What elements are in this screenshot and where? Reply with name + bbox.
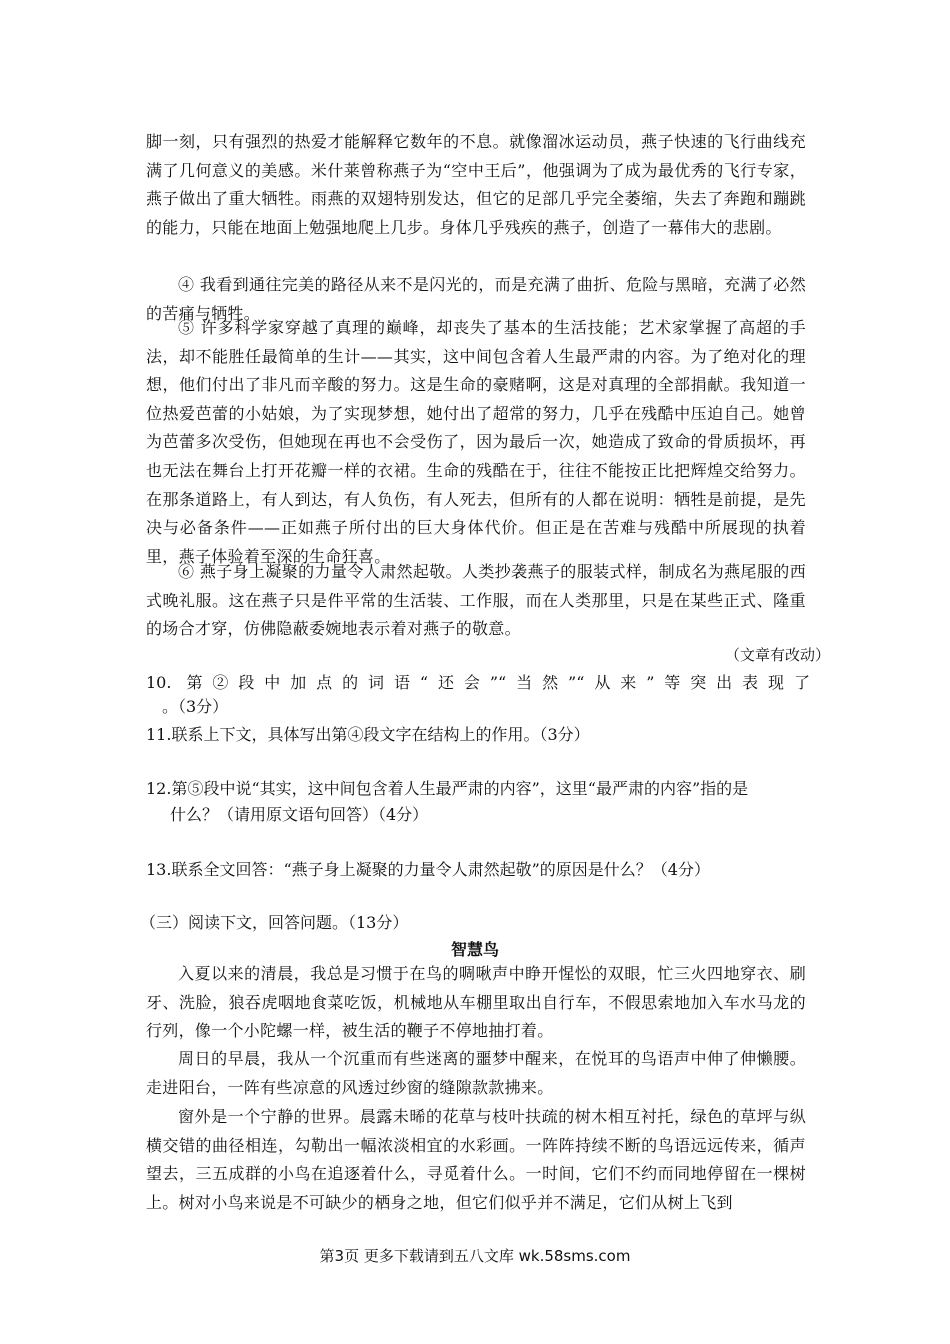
article-paragraph-1: 入夏以来的清晨，我总是习惯于在鸟的啁啾声中睁开惺忪的双眼，忙三火四地穿衣、刷牙、洗脸，狼吞虎咽地食菜吃饭，机械地从车棚里取出自行车，不假思索地加入车水马龙的行列，像一个小陀螺一样，被生活的鞭子不停地抽打着。 <box>146 964 806 1041</box>
article-title: 智慧鸟 <box>450 940 499 959</box>
article-paragraph-3: 窗外是一个宁静的世界。晨露未晞的花草与枝叶扶疏的树木相互衬托，绿色的草坪与纵横交错的曲径相连，勾勒出一幅浓淡相宜的水彩画。一阵阵持续不断的鸟语远远传来，循声望去，三五成群的小鸟在追逐着什么，寻觅着什么。一时间，它们不约而同地停留在一棵树上。树对小鸟来说是不可缺少的栖身之地，但它们似乎并不满足，它们从树上飞到 <box>146 1107 806 1212</box>
question-12-line1: 12.第⑤段中说“其实，这中间包含着人生最严肃的内容”，这里“最严肃的内容”指的是 <box>146 779 749 798</box>
revision-note: （文章有改动） <box>724 646 830 664</box>
question-12-line2: 什么？（请用原文语句回答）（4分） <box>170 805 429 824</box>
section-3-heading: （三）阅读下文，回答问题。（13分） <box>140 913 409 932</box>
passage-paragraph-6: ⑥ 燕子身上凝聚的力量令人肃然起敬。人类抄袭燕子的服装式样，制成名为燕尾服的西式晚礼服。这在燕子只是件平常的生活装、工作服，而在人类那里，只是在某些正式、隆重的场合才穿，仿佛隐蔽委婉地表示着对燕子的敬意。 <box>146 562 806 639</box>
question-10-line1: 10. 第②段中加点的词语“还会”“当然”“从来”等突出表现了 <box>146 673 810 692</box>
page-footer: 第3页 更多下载请到五八文库 wk.58sms.com <box>319 1247 631 1265</box>
article-paragraph-2: 周日的早晨，我从一个沉重而有些迷离的噩梦中醒来，在悦耳的鸟语声中伸了伸懒腰。走进阳台，一阵有些凉意的风透过纱窗的缝隙款款拂来。 <box>146 1049 806 1097</box>
passage-paragraph-5: ⑤ 许多科学家穿越了真理的巅峰，却丧失了基本的生活技能；艺术家掌握了高超的手法，却不能胜任最简单的生计——其实，这中间包含着人生最严肃的内容。为了绝对化的理想，他们付出了非凡而辛酸的努力。这是生命的豪赌啊，这是对真理的全部捐献。我知道一位热爱芭蕾的小姑娘，为了实现梦想，她付出了超常的努力，几乎在残酷中压迫自己。她曾为芭蕾多次受伤，但她现在再也不会受伤了，因为最后一次，她造成了致命的骨质损坏，再也无法在舞台上打开花瓣一样的衣裙。生命的残酷在于，往往不能按正比把辉煌交给努力。在那条道路上，有人到达，有人负伤，有人死去，但所有的人都在说明：牺牲是前提，是先决与必备条件——正如燕子所付出的巨大身体代价。但正是在苦难与残酷中所展现的执着里，燕子体验着至深的生命狂喜。 <box>146 318 806 566</box>
question-13: 13.联系全文回答：“燕子身上凝聚的力量令人肃然起敬”的原因是什么？（4分） <box>146 860 710 879</box>
question-11: 11.联系上下文，具体写出第④段文字在结构上的作用。（3分） <box>146 725 590 744</box>
passage-paragraph-continuation: 脚一刻，只有强烈的热爱才能解释它数年的不息。就像溜冰运动员，燕子快速的飞行曲线充满了几何意义的美感。米什莱曾称燕子为“空中王后”，他强调为了成为最优秀的飞行专家，燕子做出了重大牺牲。雨燕的双翅特别发达，但它的足部几乎完全萎缩，失去了奔跑和蹦跳的能力，只能在地面上勉强地爬上几步。身体几乎残疾的燕子，创造了一幕伟大的悲剧。 <box>146 132 806 237</box>
passage-paragraph-4: ④ 我看到通往完美的路径从来不是闪光的，而是充满了曲折、危险与黑暗，充满了必然的苦痛与牺牲。 <box>146 275 806 323</box>
question-10-line2: 。（3分） <box>162 697 229 716</box>
